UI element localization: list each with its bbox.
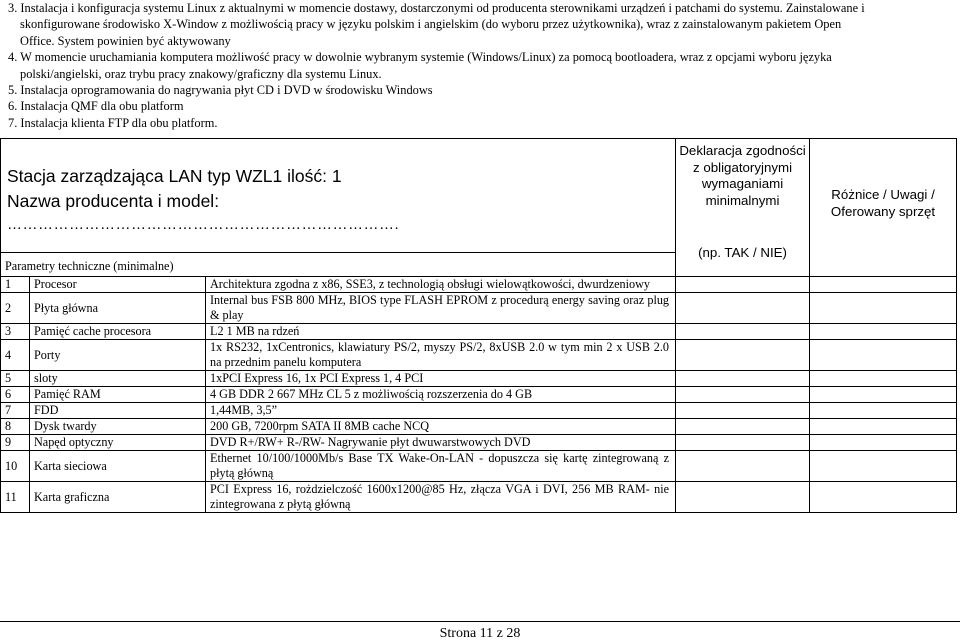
- row-value: Internal bus FSB 800 MHz, BIOS type FLASH EPROM z procedurą energy saving oraz plug & play: [206, 293, 676, 324]
- row-declaration-cell[interactable]: [676, 324, 810, 340]
- intro-list: [8, 0, 952, 131]
- row-number: 4: [1, 340, 30, 371]
- row-declaration-cell[interactable]: [676, 419, 810, 435]
- intro-item-3-cont-2: Office. System powinien być aktywowany: [20, 33, 231, 48]
- row-number: 10: [1, 451, 30, 482]
- intro-item-3: 3. Instalacja i konfiguracja systemu Linux z aktualnymi w momencie dostawy, dostarczonymi od producenta sterownikami urządzeń i patchami do systemu. Zainstalowane i: [8, 1, 865, 15]
- row-value: DVD R+/RW+ R-/RW- Nagrywanie płyt dwuwarstwowych DVD: [206, 435, 676, 451]
- row-number: 11: [1, 482, 30, 513]
- page-number: Strona 11 z 28: [439, 626, 521, 641]
- spec-rows: [1, 277, 957, 513]
- row-name: Dysk twardy: [30, 419, 206, 435]
- row-value: 4 GB DDR 2 667 MHz CL 5 z możliwością rozszerzenia do 4 GB: [206, 387, 676, 403]
- row-name: Pamięć cache procesora: [30, 324, 206, 340]
- table-row: [1, 324, 957, 340]
- row-value: 1xPCI Express 16, 1x PCI Express 1, 4 PCI: [206, 371, 676, 387]
- row-value: Ethernet 10/100/1000Mb/s Base TX Wake-On-LAN - dopuszcza się kartę zintegrowaną z płytą główną: [206, 451, 676, 482]
- declaration-text: Deklaracja zgodności z obligatoryjnymi wymaganiami minimalnymi: [679, 143, 806, 208]
- row-value: L2 1 MB na rdzeń: [206, 324, 676, 340]
- row-declaration-cell[interactable]: [676, 371, 810, 387]
- row-differences-cell[interactable]: [810, 403, 957, 419]
- row-differences-cell[interactable]: [810, 324, 957, 340]
- table-row: [1, 482, 957, 513]
- row-name: Karta sieciowa: [30, 451, 206, 482]
- row-value: 1x RS232, 1xCentronics, klawiatury PS/2, myszy PS/2, 8xUSB 2.0 w tym min 2 x USB 2.0 na przednim panelu komputera: [206, 340, 676, 371]
- row-name: Porty: [30, 340, 206, 371]
- table-row: [1, 419, 957, 435]
- params-label: Parametry techniczne (minimalne): [1, 253, 676, 277]
- table-row: [1, 371, 957, 387]
- header-row: [1, 139, 957, 253]
- row-declaration-cell[interactable]: [676, 277, 810, 293]
- row-name: Pamięć RAM: [30, 387, 206, 403]
- intro-item-6: 6. Instalacja QMF dla obu platform: [8, 99, 184, 114]
- row-value: Architektura zgodna z x86, SSE3, z technologią obsługi wielowątkowości, dwurdzeniowy: [206, 277, 676, 293]
- intro-item-3-cont-1: skonfigurowane środowisko X-Window z możliwością pracy w języku polskim i angielskim (do wyboru przez użytkownika), wraz z zainstalowanym pakietem Open: [20, 17, 842, 32]
- station-title: Stacja zarządzająca LAN typ WZL1 ilość: 1: [7, 166, 342, 186]
- row-name: Napęd optyczny: [30, 435, 206, 451]
- table-row: [1, 277, 957, 293]
- row-number: 6: [1, 387, 30, 403]
- row-declaration-cell[interactable]: [676, 403, 810, 419]
- header-main-cell: [1, 139, 676, 253]
- intro-item-4: 4. W momencie uruchamiania komputera możliwość pracy w dowolnie wybranym systemie (Windows/Linux) za pomocą bootloadera, wraz z opcjami wyboru języka: [8, 50, 832, 65]
- row-name: Karta graficzna: [30, 482, 206, 513]
- row-value: 1,44MB, 3,5”: [206, 403, 676, 419]
- table-row: [1, 293, 957, 324]
- row-declaration-cell[interactable]: [676, 293, 810, 324]
- row-name: Procesor: [30, 277, 206, 293]
- intro-item-7: 7. Instalacja klienta FTP dla obu platform.: [8, 115, 218, 130]
- row-number: 8: [1, 419, 30, 435]
- intro-item-4-cont: polski/angielski, oraz trybu pracy znakowy/graficzny dla systemu Linux.: [20, 66, 382, 81]
- row-number: 9: [1, 435, 30, 451]
- intro-item-5: 5. Instalacja oprogramowania do nagrywania płyt CD i DVD w środowisku Windows: [8, 83, 433, 98]
- row-differences-cell[interactable]: [810, 387, 957, 403]
- row-declaration-cell[interactable]: [676, 387, 810, 403]
- table-row: [1, 403, 957, 419]
- declaration-note: (np. TAK / NIE): [698, 245, 787, 260]
- row-declaration-cell[interactable]: [676, 482, 810, 513]
- declaration-header: [676, 139, 810, 277]
- row-declaration-cell[interactable]: [676, 435, 810, 451]
- row-name: Płyta główna: [30, 293, 206, 324]
- table-row: [1, 387, 957, 403]
- row-differences-cell[interactable]: [810, 293, 957, 324]
- row-declaration-cell[interactable]: [676, 451, 810, 482]
- footer-divider: [0, 621, 960, 622]
- row-value: PCI Express 16, rożdzielczość 1600x1200@85 Hz, złącza VGA i DVI, 256 MB RAM- nie zintegrowana z płytą główną: [206, 482, 676, 513]
- row-differences-cell[interactable]: [810, 435, 957, 451]
- row-value: 200 GB, 7200rpm SATA II 8MB cache NCQ: [206, 419, 676, 435]
- row-number: 5: [1, 371, 30, 387]
- row-name: sloty: [30, 371, 206, 387]
- differences-header: Różnice / Uwagi / Oferowany sprzęt: [810, 139, 957, 277]
- row-number: 7: [1, 403, 30, 419]
- row-differences-cell[interactable]: [810, 277, 957, 293]
- table-row: [1, 451, 957, 482]
- row-number: 1: [1, 277, 30, 293]
- row-differences-cell[interactable]: [810, 371, 957, 387]
- row-differences-cell[interactable]: [810, 482, 957, 513]
- table-row: [1, 340, 957, 371]
- table-row: [1, 435, 957, 451]
- row-differences-cell[interactable]: [810, 419, 957, 435]
- row-number: 2: [1, 293, 30, 324]
- row-differences-cell[interactable]: [810, 340, 957, 371]
- row-declaration-cell[interactable]: [676, 340, 810, 371]
- row-differences-cell[interactable]: [810, 451, 957, 482]
- row-name: FDD: [30, 403, 206, 419]
- row-number: 3: [1, 324, 30, 340]
- spec-table: [0, 138, 957, 513]
- producer-label: Nazwa producenta i model:: [7, 191, 220, 211]
- producer-dots: ………………………………………………………………….: [7, 216, 400, 233]
